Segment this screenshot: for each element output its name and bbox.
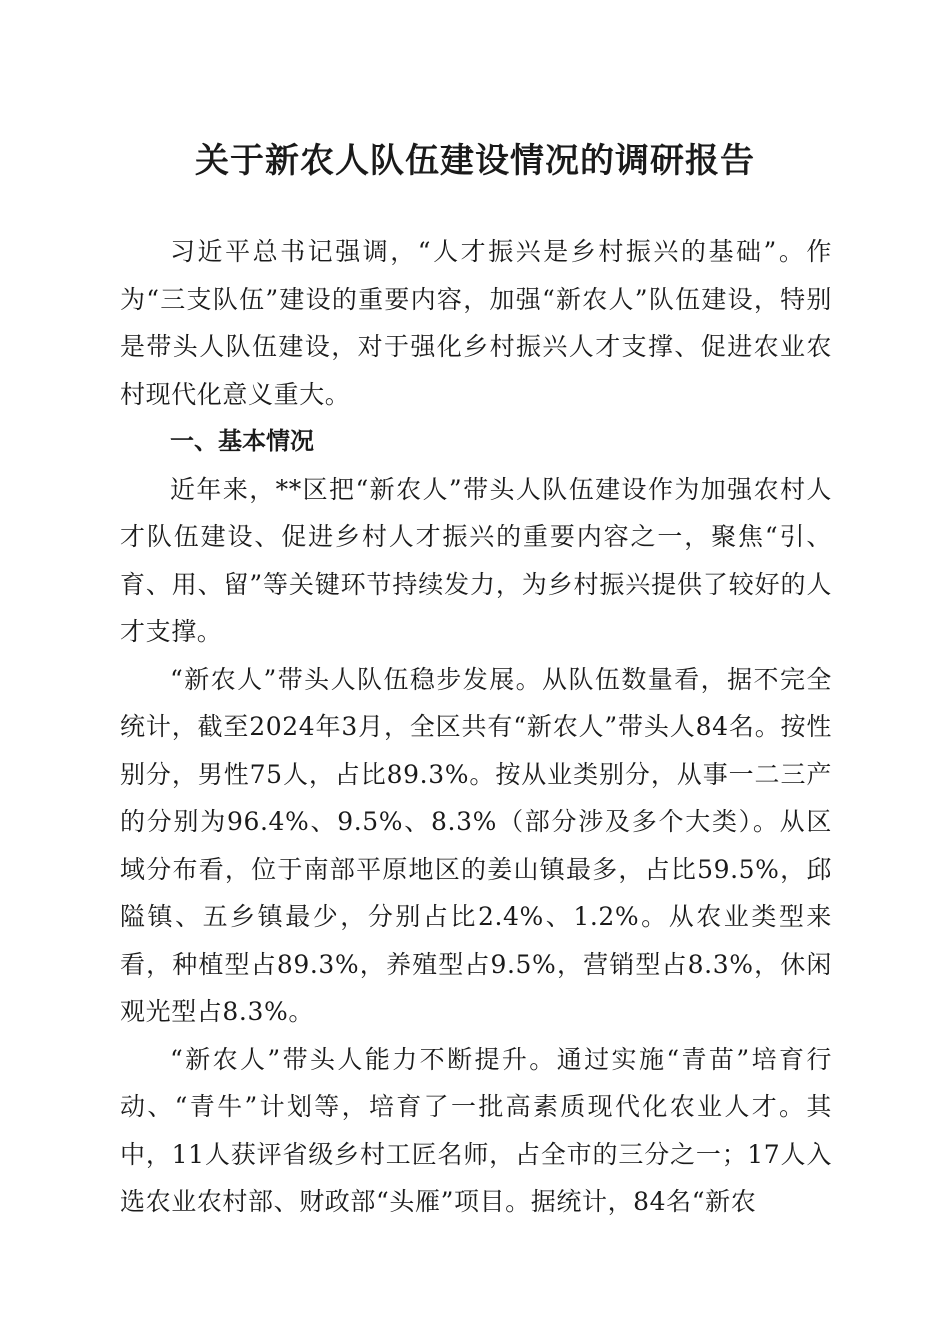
body-paragraph: “新农人”带头人能力不断提升。通过实施“青苗”培育行动、“青牛”计划等，培育了一批高素质现代化农业人才。其中，11人获评省级乡村工匠名师，占全市的三分之一；17人入选农业农村部、财政部“头雁”项目。据统计，84名“新农 [120,1044,832,1216]
intro-paragraph: 习近平总书记强调，“人才振兴是乡村振兴的基础”。作为“三支队伍”建设的重要内容，加强“新农人”队伍建设，特别是带头人队伍建设，对于强化乡村振兴人才支撑、促进农业农村现代化意义重大。 [120,237,832,409]
section-heading: 一、基本情况 [170,427,314,455]
document-title: 关于新农人队伍建设情况的调研报告 [195,141,755,181]
body-paragraph: “新农人”带头人队伍稳步发展。从队伍数量看，据不完全统计，截至2024年3月，全区共有“新农人”带头人84名。按性别分，男性75人，占比89.3%。按从业类别分，从事一二三产的分别为96.4%、9.5%、8.3%（部分涉及多个大类）。从区域分布看，位于南部平原地区的姜山镇最多，占比59.5%，邱隘镇、五乡镇最少，分别占比2.4%、1.2%。从农业类型来看，种植型占89.3%，养殖型占9.5%，营销型占8.3%，休闲观光型占8.3%。 [120,664,832,1026]
document-body [120,228,832,1226]
body-paragraph: 近年来，**区把“新农人”带头人队伍建设作为加强农村人才队伍建设、促进乡村人才振兴的重要内容之一，聚焦“引、育、用、留”等关键环节持续发力，为乡村振兴提供了较好的人才支撑。 [120,474,832,646]
